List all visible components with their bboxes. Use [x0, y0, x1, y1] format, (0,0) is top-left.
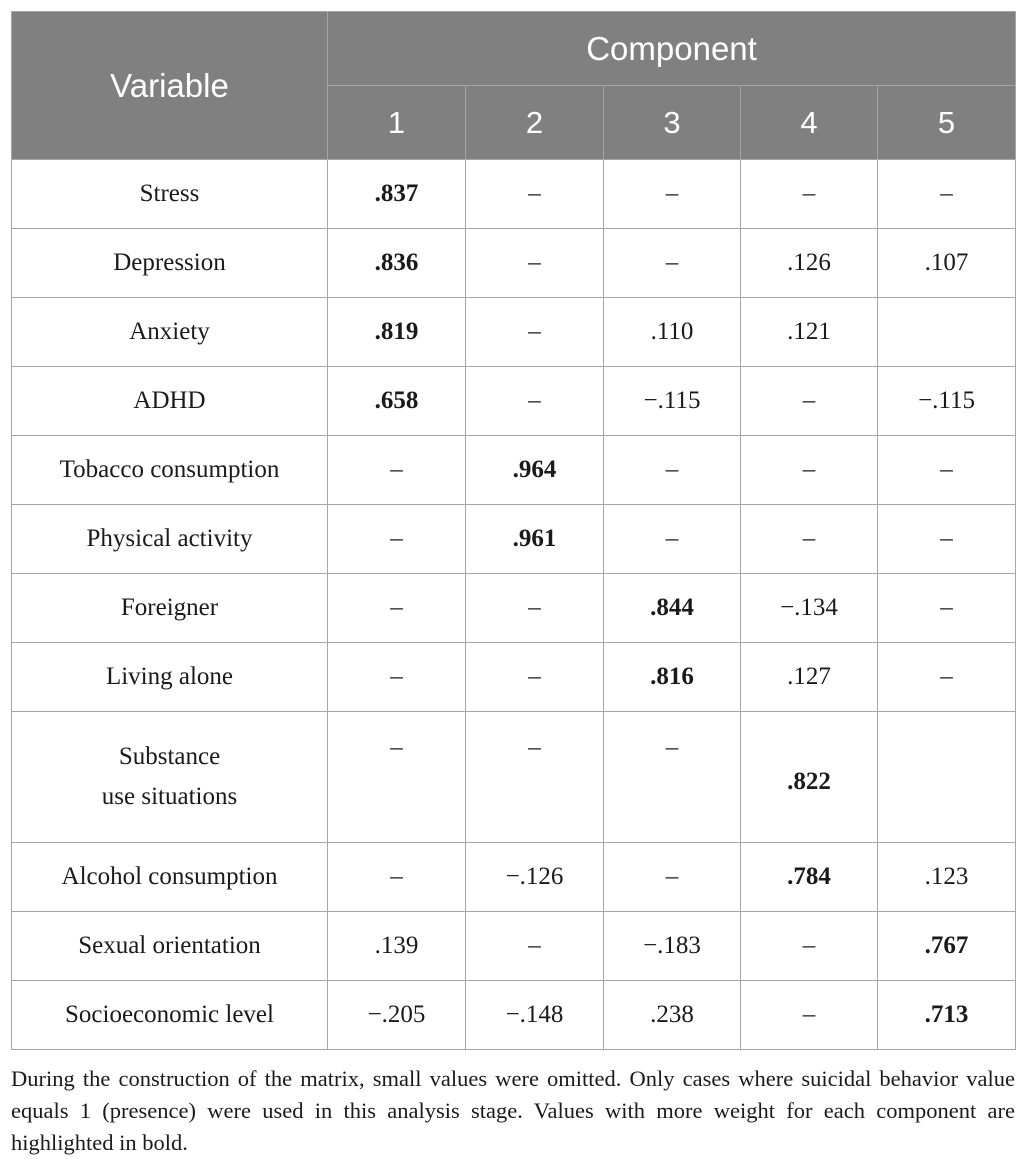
loading-cell: .819: [328, 298, 466, 367]
loading-cell: −.134: [741, 574, 878, 643]
component-2-header: 2: [466, 86, 604, 160]
loading-cell: .784: [741, 843, 878, 912]
loading-cell: [878, 298, 1016, 367]
loading-cell: –: [328, 436, 466, 505]
variable-name-cell: Anxiety: [12, 298, 328, 367]
loading-cell: −.205: [328, 981, 466, 1050]
loading-cell: –: [741, 160, 878, 229]
loading-cell: .126: [741, 229, 878, 298]
loading-cell: .123: [878, 843, 1016, 912]
loading-cell: –: [604, 843, 741, 912]
table-row: [12, 843, 1016, 912]
loading-cell: –: [466, 643, 604, 712]
variable-name-cell: Living alone: [12, 643, 328, 712]
table-row: [12, 298, 1016, 367]
loading-cell: .964: [466, 436, 604, 505]
table-body: [12, 160, 1016, 1050]
component-1-header: 1: [328, 86, 466, 160]
loading-cell: .816: [604, 643, 741, 712]
loading-cell: –: [328, 843, 466, 912]
variable-name-cell: Foreigner: [12, 574, 328, 643]
component-group-header: Component: [328, 12, 1016, 86]
variable-name-line-2: use situations: [101, 783, 238, 810]
loading-cell: –: [878, 160, 1016, 229]
loading-cell: –: [741, 912, 878, 981]
table-row: [12, 505, 1016, 574]
variable-name-cell: ADHD: [12, 367, 328, 436]
loading-cell: –: [878, 436, 1016, 505]
variable-column-header: Variable: [12, 12, 328, 160]
loading-cell: .844: [604, 574, 741, 643]
loading-cell: –: [328, 505, 466, 574]
table-row: [12, 712, 1016, 843]
factor-loadings-table: [11, 11, 1016, 1050]
table-row: [12, 229, 1016, 298]
loading-cell: –: [328, 574, 466, 643]
variable-name-cell: Alcohol consumption: [12, 843, 328, 912]
table-row: [12, 367, 1016, 436]
table-row: [12, 574, 1016, 643]
table-footnote: During the construction of the matrix, small values were omitted. Only cases where suicidal behavior value equals 1 (presence) were used in this analysis stage. Values with more weight for each component are highlighted in bold.: [11, 1065, 1015, 1155]
loading-cell: .127: [741, 643, 878, 712]
loading-cell: .961: [466, 505, 604, 574]
loading-cell: –: [466, 298, 604, 367]
factor-loadings-table-container: [11, 11, 1015, 1050]
loading-cell: –: [604, 505, 741, 574]
variable-name-cell: Depression: [12, 229, 328, 298]
table-row: [12, 912, 1016, 981]
variable-name-cell: Physical activity: [12, 505, 328, 574]
loading-cell: –: [466, 160, 604, 229]
loading-cell: −.115: [878, 367, 1016, 436]
loading-cell: –: [328, 712, 466, 843]
loading-cell: .121: [741, 298, 878, 367]
loading-cell: –: [466, 367, 604, 436]
loading-cell: −.148: [466, 981, 604, 1050]
table-row: [12, 643, 1016, 712]
loading-cell: .139: [328, 912, 466, 981]
table-header: [12, 12, 1016, 160]
loading-cell: –: [466, 912, 604, 981]
loading-cell: .713: [878, 981, 1016, 1050]
variable-name-cell: Stress: [12, 160, 328, 229]
component-5-header: 5: [878, 86, 1016, 160]
loading-cell: .107: [878, 229, 1016, 298]
loading-cell: −.115: [604, 367, 741, 436]
component-3-header: 3: [604, 86, 741, 160]
loading-cell: –: [466, 574, 604, 643]
loading-cell: –: [604, 712, 741, 843]
loading-cell: –: [741, 436, 878, 505]
header-row-top: [12, 12, 1016, 86]
loading-cell: –: [741, 505, 878, 574]
loading-cell: –: [878, 643, 1016, 712]
variable-name-line-1: Substance: [118, 743, 221, 770]
loading-cell: –: [604, 229, 741, 298]
variable-name-cell: [12, 712, 328, 843]
loading-cell: −.126: [466, 843, 604, 912]
table-row: [12, 160, 1016, 229]
loading-cell: –: [741, 981, 878, 1050]
loading-cell: .836: [328, 229, 466, 298]
loading-cell: –: [328, 643, 466, 712]
variable-name-cell: Sexual orientation: [12, 912, 328, 981]
loading-cell: .658: [328, 367, 466, 436]
table-row: [12, 981, 1016, 1050]
component-4-header: 4: [741, 86, 878, 160]
table-row: [12, 436, 1016, 505]
loading-cell: .822: [741, 712, 878, 843]
loading-cell: –: [604, 160, 741, 229]
loading-cell: –: [604, 436, 741, 505]
loading-cell: [878, 712, 1016, 843]
loading-cell: .767: [878, 912, 1016, 981]
loading-cell: –: [466, 712, 604, 843]
loading-cell: .110: [604, 298, 741, 367]
loading-cell: –: [466, 229, 604, 298]
variable-name-cell: Tobacco consumption: [12, 436, 328, 505]
loading-cell: –: [878, 505, 1016, 574]
variable-name-cell: Socioeconomic level: [12, 981, 328, 1050]
loading-cell: .238: [604, 981, 741, 1050]
loading-cell: –: [741, 367, 878, 436]
loading-cell: –: [878, 574, 1016, 643]
loading-cell: −.183: [604, 912, 741, 981]
loading-cell: .837: [328, 160, 466, 229]
